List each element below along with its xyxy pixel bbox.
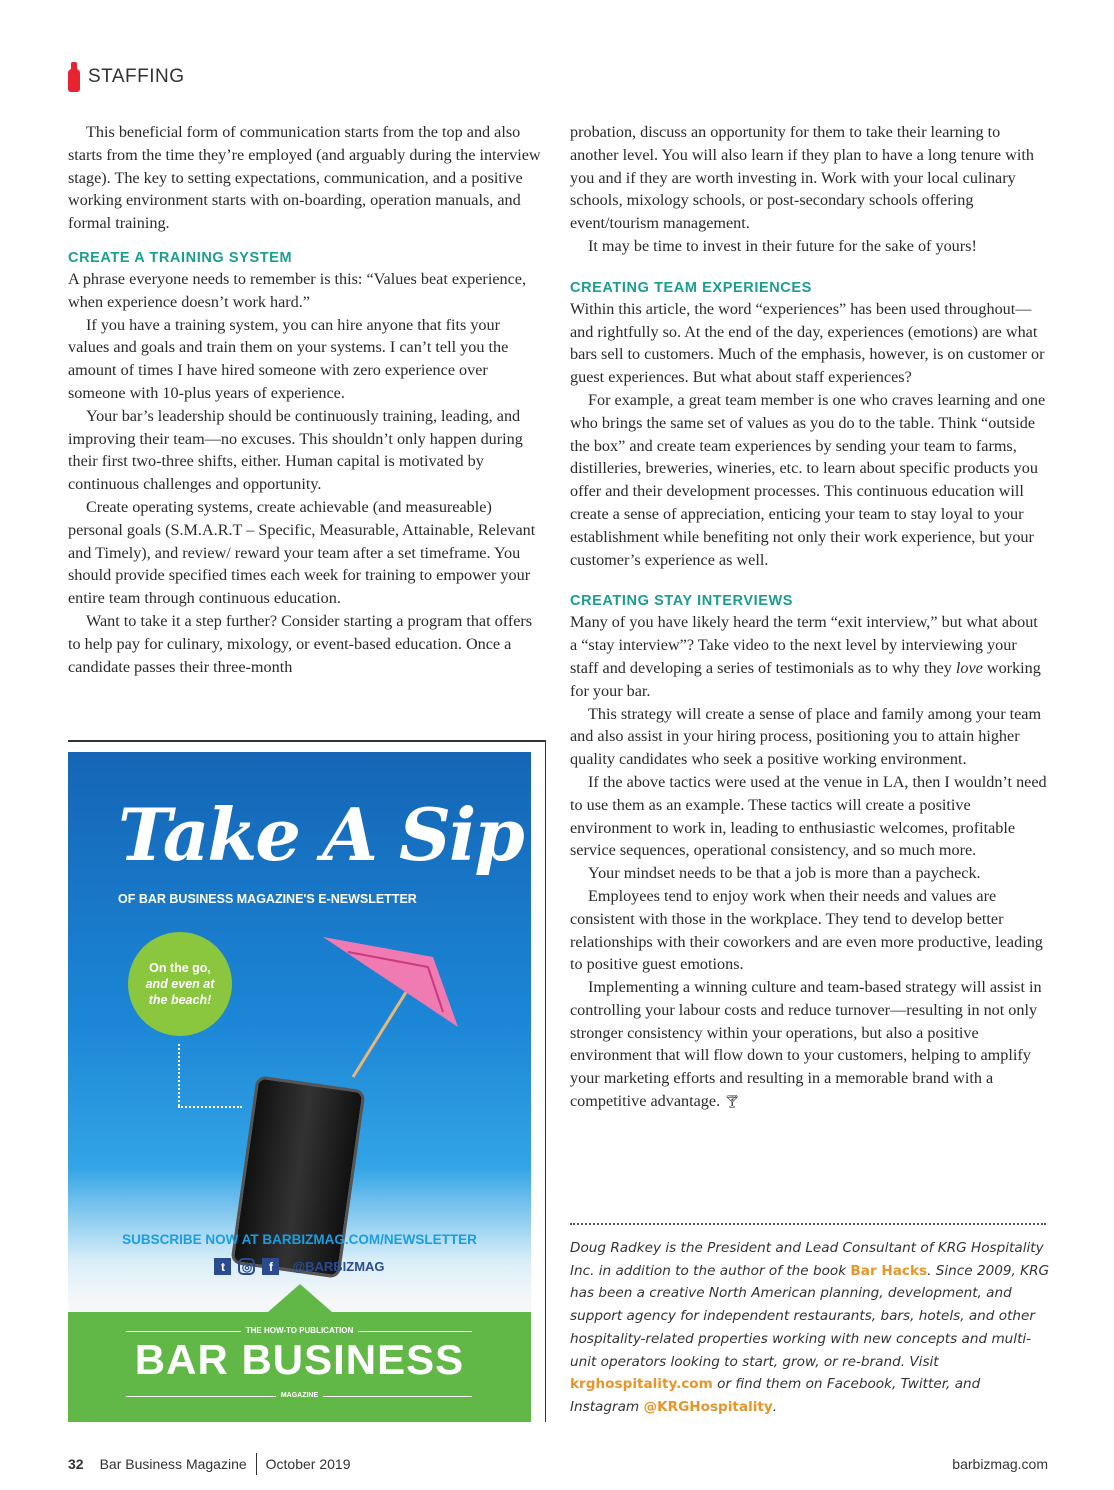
social-handle-link[interactable]: @KRGHospitality: [643, 1398, 773, 1415]
cocktail-umbrella-icon: [308, 927, 468, 1087]
section-header: [68, 62, 185, 92]
paragraph: A phrase everyone needs to remember is this: “Values beat experience, when experience doesn’t work hard.”: [68, 269, 527, 311]
paragraph: probation, discuss an opportunity for them to take their learning to another level. You will also learn if they plan to have a long tenure with you and if they are worth investing in. Work with your local culinary schools, mixology schools, or post-secondary schools offering event/tourism management.: [570, 123, 1034, 233]
text: or find them on Facebook, Twitter, and Instagram: [570, 1376, 981, 1415]
subheading: CREATE A TRAINING SYSTEM: [68, 249, 293, 266]
subscribe-link[interactable]: SUBSCRIBE NOW AT BARBIZMAG.COM/NEWSLETTER: [122, 1232, 477, 1247]
paragraph: Within this article, the word “experiences” has been used throughout—and rightfully so. At the end of the day, experiences (emotions) are what bars sell to customers. Much of the emphasis, however, is on customer or guest experiences. But what about staff experiences?: [570, 299, 1045, 387]
book-link[interactable]: Bar Hacks: [850, 1262, 928, 1279]
subheading: CREATING STAY INTERVIEWS: [570, 593, 794, 610]
paragraph: Employees tend to enjoy work when their needs and values are consistent with those in the workplace. They tend to develop better relationships with their coworkers and are even more productive, leading to positive guest emotions.: [570, 886, 1043, 974]
smartphone-image: [230, 1075, 365, 1278]
divider: [570, 1223, 1046, 1225]
emphasis: love: [955, 658, 983, 677]
bubble-line: and even at: [145, 977, 215, 991]
website-url[interactable]: barbizmag.com: [952, 1456, 1048, 1472]
twitter-icon[interactable]: t: [214, 1258, 231, 1275]
dotted-pointer: [178, 1106, 242, 1108]
publication-name: Bar Business Magazine: [99, 1456, 247, 1472]
facebook-icon[interactable]: f: [262, 1258, 279, 1275]
paragraph: If the above tactics were used at the venue in LA, then I wouldn’t need to use them as an example. These tactics will create a positive environment to work in, leading to enthusiastic welcomes, profitable service sequences, operational consistency, and so much more.: [570, 772, 1047, 860]
paragraph: For example, a great team member is one who craves learning and one who brings the same set of values as you do to the table. Think “outside the box” and create team experiences by sending your team to farms, distilleries, breweries, wineries, etc. to learn about specific products you offer and their development processes. This continuous education will create a sense of appreciation, enticing your team to stay loyal to your establishment while benefiting not only their work experience, but your customer’s experience as well.: [570, 390, 1046, 569]
cocktail-glass-icon: 🍸︎: [724, 1095, 741, 1111]
ad-subtitle: OF BAR BUSINESS MAGAZINE'S E-NEWSLETTER: [118, 892, 417, 906]
author-bio: [570, 1237, 1050, 1419]
bubble-line: the beach!: [148, 993, 212, 1007]
paragraph: If you have a training system, you can hire anyone that fits your values and goals and train them on your systems. I can’t tell you the amount of times I have hired someone with zero experience over someone with 10-plus years of experience.: [68, 315, 509, 402]
ad-bubble: [128, 932, 232, 1036]
paragraph: Want to take it a step further? Consider starting a program that offers to help pay for culinary, mixology, or event-based education. Once a candidate passes their three-month: [68, 611, 533, 676]
text: .: [772, 1398, 778, 1415]
paragraph: This strategy will create a sense of place and family among your team and also assist in your hiring process, positioning you to attain higher quality candidates who seek a positive working environment.: [570, 704, 1042, 769]
text: Implementing a winning culture and team-based strategy will assist in controlling your labour costs and reduce turnover—resulting in not only stronger consistency within your operations, but also a positive environment that will flow down to your customers, helping to amplify your marketing efforts and resulting in a memorable brand with a competitive advantage.: [570, 978, 1042, 1111]
arrow-pointer: [268, 1284, 332, 1312]
paragraph: This beneficial form of communication starts from the top and also starts from the time they’re employed (and arguably during the interview stage). The key to setting expectations, communication, and a positive working environment starts with on-boarding, operation manuals, and formal training.: [68, 123, 541, 233]
paragraph: [570, 976, 1048, 1115]
instagram-icon[interactable]: ◎: [238, 1258, 255, 1275]
brand-tagline: THE HOW-TO PUBLICATION: [241, 1326, 359, 1335]
paragraph: Your mindset needs to be that a job is more than a paycheck.: [588, 864, 981, 883]
bubble-line: On the go,: [149, 961, 211, 975]
paragraph: Your bar’s leadership should be continuously training, leading, and improving their team—no excuses. This shouldn’t only happen during their first two-three shifts, either. Human capital is motivated by continuous challenges and opportunity.: [68, 406, 523, 494]
paragraph: It may be time to invest in their future for the sake of yours!: [588, 236, 977, 255]
page-footer: [68, 1453, 1048, 1475]
page-number: 32: [68, 1456, 84, 1472]
social-handle[interactable]: @BARBIZMAG: [292, 1259, 385, 1274]
newsletter-advertisement[interactable]: [68, 752, 531, 1422]
social-row: [68, 1258, 531, 1275]
text: Many of you have likely heard the term “exit interview,” but what about a “stay interview”? Take video to the next level by interviewing your staff and developing a series of testimonials as to why they: [570, 613, 1038, 677]
text: Doug Radkey is the President and Lead Consultant of KRG Hospitality Inc. in addition to the author of the book: [570, 1240, 1044, 1279]
cocktail-shaker-icon: [68, 62, 80, 92]
brand-banner: [68, 1312, 531, 1422]
paragraph: Create operating systems, create achievable (and measureable) personal goals (S.M.A.R.T – Specific, Measurable, Attainable, Relevant and Timely), and review/ reward your team after a set timeframe. You should provide specified times each week for training to empower your entire team through continuous education.: [68, 497, 536, 608]
subheading: CREATING TEAM EXPERIENCES: [570, 279, 812, 296]
website-link[interactable]: krghospitality.com: [570, 1376, 713, 1393]
text: working for your bar.: [570, 658, 1041, 700]
article-column-left: [68, 121, 542, 678]
paragraph: [570, 611, 1048, 702]
ad-title: Take A Sip: [118, 792, 523, 877]
section-title: STAFFING: [88, 66, 185, 87]
brand-logo: BAR BUSINESS: [134, 1336, 465, 1383]
dotted-pointer: [178, 1044, 180, 1106]
divider: [256, 1453, 257, 1475]
text: . Since 2009, KRG has been a creative North American planning, development, and support agency for independent restaurants, bars, hotels, and other hospitality-related properties working with new concepts and multi-unit operators looking to start, grow, or re-brand. Visit: [570, 1262, 1050, 1370]
issue-date: October 2019: [265, 1456, 351, 1472]
article-column-right: [570, 121, 1048, 1115]
brand-subtitle: MAGAZINE: [276, 1392, 323, 1399]
